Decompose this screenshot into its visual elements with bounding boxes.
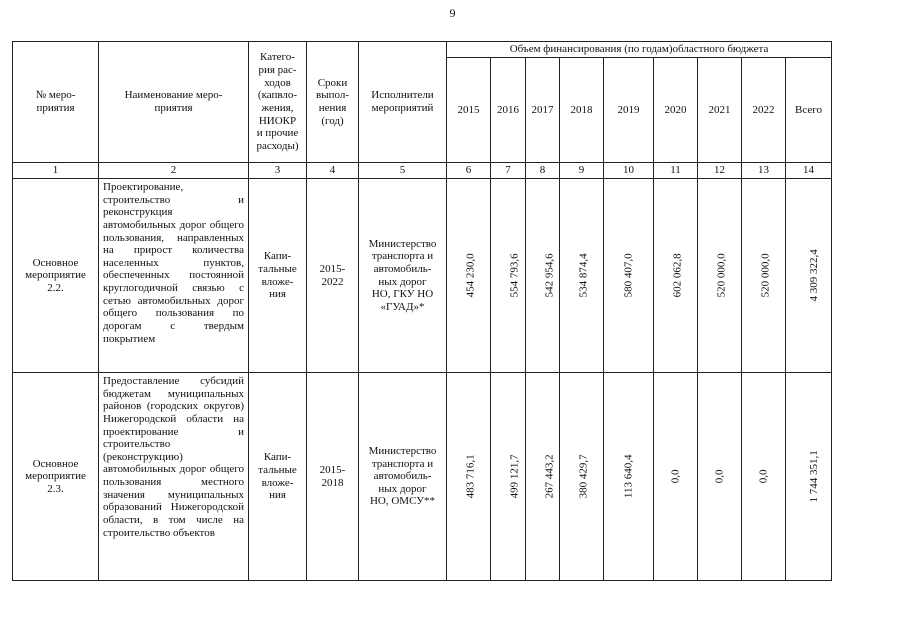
value-2021: 0,0 bbox=[713, 469, 726, 484]
column-number: 9 bbox=[560, 163, 604, 179]
funding-table bbox=[12, 41, 832, 581]
value-total: 4 309 322,4 bbox=[807, 249, 820, 302]
header-executors: Исполнители мероприятий bbox=[359, 42, 447, 163]
value-2019: 113 640,4 bbox=[622, 454, 635, 499]
value-2016: 499 121,7 bbox=[508, 454, 521, 499]
activity-name: Предоставление субсидий бюджетам муниципальных районов (городских округов) Нижегородской области на проектирование и строительство (реконструкцию) автомобильных дорог общего пользования местного значения муниципальных образований Нижегородской области, в том числе на строительство объектов bbox=[99, 373, 249, 581]
column-number: 6 bbox=[447, 163, 491, 179]
header-activity-number: № меро- приятия bbox=[13, 42, 99, 163]
header-activity-name: Наименование меро- приятия bbox=[99, 42, 249, 163]
activity-period: 2015- 2018 bbox=[307, 373, 359, 581]
activity-executors: Министерство транспорта и автомобиль- ных дорог НО, ОМСУ** bbox=[359, 373, 447, 581]
header-expense-category: Катего- рия рас- ходов (капвло- жения, НИОКР и прочие расходы) bbox=[249, 42, 307, 163]
activity-id: Основное мероприятие 2.3. bbox=[13, 373, 99, 581]
activity-executors: Министерство транспорта и автомобиль- ных дорог НО, ГКУ НО «ГУАД»* bbox=[359, 179, 447, 373]
header-year: 2015 bbox=[447, 57, 491, 162]
column-number: 10 bbox=[604, 163, 654, 179]
header-year: 2022 bbox=[742, 57, 786, 162]
table-row bbox=[13, 179, 832, 373]
value-2015: 483 716,1 bbox=[464, 454, 477, 499]
value-2018: 380 429,7 bbox=[577, 454, 590, 499]
column-number: 12 bbox=[698, 163, 742, 179]
page-number: 9 bbox=[449, 6, 456, 20]
column-number: 11 bbox=[654, 163, 698, 179]
value-2017: 267 443,2 bbox=[543, 454, 556, 499]
column-number: 2 bbox=[99, 163, 249, 179]
value-2019: 580 407,0 bbox=[622, 253, 635, 298]
column-number: 3 bbox=[249, 163, 307, 179]
column-number: 14 bbox=[786, 163, 832, 179]
value-2018: 534 874,4 bbox=[577, 253, 590, 298]
activity-id: Основное мероприятие 2.2. bbox=[13, 179, 99, 373]
header-funding-title: Объем финансирования (по годам)областного бюджета bbox=[447, 42, 832, 58]
column-number: 4 bbox=[307, 163, 359, 179]
column-number: 5 bbox=[359, 163, 447, 179]
value-2017: 542 954,6 bbox=[543, 253, 556, 298]
header-total: Всего bbox=[786, 57, 832, 162]
column-number: 8 bbox=[526, 163, 560, 179]
header-period: Сроки выпол- нения (год) bbox=[307, 42, 359, 163]
value-2021: 520 000,0 bbox=[715, 253, 728, 298]
header-year: 2019 bbox=[604, 57, 654, 162]
value-2022: 520 000,0 bbox=[759, 253, 772, 298]
value-2015: 454 230,0 bbox=[464, 253, 477, 298]
header-year: 2016 bbox=[491, 57, 526, 162]
activity-category: Капи- тальные вложе- ния bbox=[249, 373, 307, 581]
header-year: 2020 bbox=[654, 57, 698, 162]
value-total: 1 744 351,1 bbox=[807, 450, 820, 503]
value-2020: 602 062,8 bbox=[671, 253, 684, 298]
column-number: 1 bbox=[13, 163, 99, 179]
header-year: 2017 bbox=[526, 57, 560, 162]
activity-name: Проектирование, строительство и реконструкция автомобильных дорог общего пользования, направленных на прирост количества населенных пунктов, обеспеченных постоянной круглогодичной связью с сетью автомобильных дорог общего пользования по дорогам с твердым покрытием bbox=[99, 179, 249, 373]
activity-category: Капи- тальные вложе- ния bbox=[249, 179, 307, 373]
activity-period: 2015- 2022 bbox=[307, 179, 359, 373]
header-year: 2018 bbox=[560, 57, 604, 162]
column-number: 13 bbox=[742, 163, 786, 179]
value-2016: 554 793,6 bbox=[508, 253, 521, 298]
table-row bbox=[13, 373, 832, 581]
header-year: 2021 bbox=[698, 57, 742, 162]
value-2020: 0,0 bbox=[669, 469, 682, 484]
value-2022: 0,0 bbox=[757, 469, 770, 484]
column-number: 7 bbox=[491, 163, 526, 179]
